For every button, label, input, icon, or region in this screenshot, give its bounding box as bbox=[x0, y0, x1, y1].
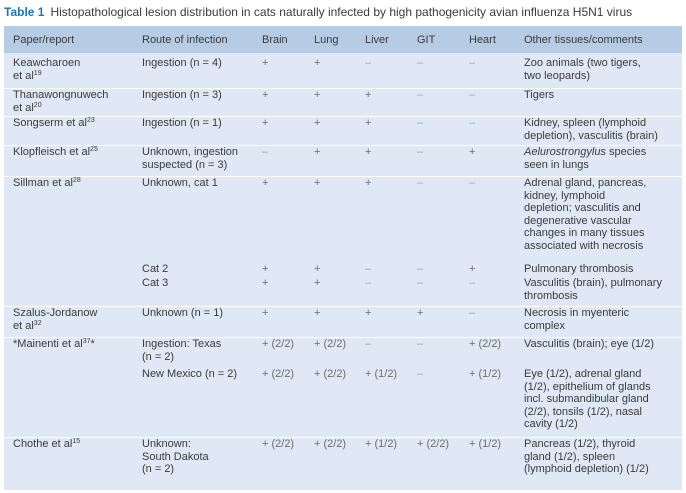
brain-cell: + bbox=[262, 117, 269, 129]
git-cell: – bbox=[417, 368, 424, 380]
paper-line: Songserm et $al^{23}$ bbox=[13, 117, 95, 129]
route-line: (n = 2) bbox=[142, 350, 175, 363]
other-line: (1/2), epithelium of glands bbox=[524, 380, 651, 393]
route-line: Ingestion: Texas bbox=[142, 338, 222, 350]
other-line: kidney, lymphoid bbox=[524, 189, 606, 202]
lung-cell: + bbox=[314, 57, 321, 69]
other-line: cavity (1/2) bbox=[524, 418, 578, 430]
brain-cell: + (2/2) bbox=[262, 368, 295, 380]
route-line: Unknown, ingestion bbox=[142, 146, 239, 158]
paper-cell bbox=[13, 57, 80, 82]
other-line: Vasculitis (brain), pulmonary bbox=[524, 277, 662, 289]
other-cell bbox=[524, 146, 646, 171]
brain-cell: + bbox=[262, 277, 269, 289]
table-caption bbox=[4, 5, 684, 20]
other-line: changes in many tissues bbox=[524, 227, 645, 239]
route-line: Cat 3 bbox=[142, 277, 169, 289]
liver-cell: + bbox=[365, 146, 372, 158]
lung-cell: + bbox=[314, 177, 321, 189]
paper-line: et $al^{20}$ bbox=[13, 101, 42, 114]
liver-cell: + (1/2) bbox=[365, 438, 398, 450]
paper-line: Klopfleisch et $al^{25}$ bbox=[13, 146, 98, 158]
liver-cell: + bbox=[365, 89, 372, 101]
route-line: Ingestion (n = 1) bbox=[142, 117, 222, 129]
other-cell bbox=[524, 368, 651, 431]
header-heart: Heart bbox=[469, 34, 496, 46]
other-line: thrombosis bbox=[524, 289, 578, 302]
lesion-table bbox=[4, 26, 682, 490]
reference-number: 32 bbox=[33, 319, 42, 327]
lung-cell: + bbox=[314, 263, 321, 275]
heart-cell: + bbox=[469, 146, 476, 158]
paper-line: et $al^{32}$ bbox=[13, 319, 42, 332]
brain-cell: + bbox=[262, 89, 269, 101]
reference-number: 25 bbox=[90, 146, 98, 153]
other-line: incl. submandibular gland bbox=[524, 393, 649, 405]
route-line: Cat 2 bbox=[142, 263, 169, 275]
reference-number: 37 bbox=[82, 338, 91, 345]
other-line: associated with necrosis bbox=[524, 239, 644, 252]
route-cell bbox=[142, 263, 168, 276]
heart-cell: + (1/2) bbox=[469, 368, 502, 380]
other-cell bbox=[524, 263, 633, 276]
route-cell bbox=[142, 338, 221, 363]
heart-cell: + (1/2) bbox=[469, 438, 502, 450]
header-other: Other tissues/comments bbox=[524, 34, 643, 46]
liver-cell: – bbox=[365, 57, 372, 69]
reference-number: 20 bbox=[33, 101, 42, 109]
git-cell: + bbox=[417, 307, 424, 319]
other-line: Pancreas (1/2), thyroid bbox=[524, 438, 636, 450]
brain-cell: + bbox=[262, 177, 269, 189]
route-cell bbox=[142, 368, 237, 381]
git-cell: – bbox=[417, 146, 424, 158]
reference-number: 28 bbox=[72, 177, 81, 184]
lung-cell: + (2/2) bbox=[314, 368, 347, 380]
heart-cell: – bbox=[469, 89, 476, 101]
table-header-row bbox=[4, 26, 682, 53]
route-line: (n = 2) bbox=[142, 463, 175, 475]
route-cell bbox=[142, 89, 222, 102]
paper-line: Sillman et $al^{28}$ bbox=[13, 177, 81, 189]
git-cell: – bbox=[417, 277, 424, 289]
heart-cell: + (2/2) bbox=[469, 338, 502, 350]
species-name: Aelurostrongylus bbox=[524, 146, 606, 158]
git-cell: – bbox=[417, 263, 424, 275]
heart-cell: – bbox=[469, 307, 476, 319]
table-title: Histopathological lesion distribution in cats naturally infected by high pathogenicity avian influenza H5N1 virus bbox=[50, 5, 633, 19]
paper-cell bbox=[13, 146, 98, 159]
lung-cell: + bbox=[314, 277, 321, 289]
heart-cell: – bbox=[469, 117, 476, 129]
other-cell bbox=[524, 438, 649, 476]
route-line: Unknown, cat 1 bbox=[142, 177, 218, 189]
other-line: Pulmonary thrombosis bbox=[524, 263, 634, 275]
other-line: seen in lungs bbox=[524, 158, 589, 171]
brain-cell: + bbox=[262, 263, 269, 275]
other-line: Kidney, spleen (lymphoid bbox=[524, 117, 647, 129]
lung-cell: + bbox=[314, 146, 321, 158]
paper-line: *Mainenti et $al^{37}*$ bbox=[13, 338, 95, 350]
git-cell: – bbox=[417, 89, 424, 101]
heart-cell: – bbox=[469, 277, 476, 289]
route-line: Unknown: bbox=[142, 438, 191, 450]
paper-cell bbox=[13, 307, 97, 332]
heart-cell: – bbox=[469, 177, 476, 189]
git-cell: – bbox=[417, 117, 424, 129]
route-cell bbox=[142, 307, 223, 320]
header-route: Route of infection bbox=[142, 34, 228, 46]
other-cell bbox=[524, 177, 646, 252]
brain-cell: + (2/2) bbox=[262, 338, 295, 350]
other-line: two leopards) bbox=[524, 69, 591, 82]
other-line: Adrenal gland, pancreas, bbox=[524, 177, 647, 189]
route-cell bbox=[142, 57, 222, 70]
paper-cell bbox=[13, 117, 95, 130]
route-cell bbox=[142, 146, 238, 171]
paper-line: et $al^{19}$ bbox=[13, 69, 42, 82]
route-cell bbox=[142, 277, 168, 290]
other-line: depletion; vasculitis and bbox=[524, 202, 641, 214]
brain-cell: – bbox=[262, 146, 269, 158]
header-liver: Liver bbox=[365, 34, 389, 46]
heart-cell: – bbox=[469, 57, 476, 69]
brain-cell: + bbox=[262, 307, 269, 319]
heart-cell: + bbox=[469, 263, 476, 275]
paper-line: Chothe et $al^{15}$ bbox=[13, 438, 81, 450]
other-cell bbox=[524, 277, 662, 302]
paper-cell bbox=[13, 338, 95, 351]
other-rest: species bbox=[605, 146, 647, 158]
other-line: complex bbox=[524, 319, 565, 332]
other-line: gland (1/2), spleen bbox=[524, 450, 616, 463]
liver-cell: + (1/2) bbox=[365, 368, 398, 380]
other-line: (2/2), tonsils (1/2), nasal bbox=[524, 405, 642, 418]
reference-number: 19 bbox=[33, 69, 42, 77]
reference-number: 15 bbox=[72, 438, 81, 445]
git-cell: – bbox=[417, 177, 424, 189]
header-lung: Lung bbox=[314, 34, 339, 46]
other-line: depletion), vasculitis (brain) bbox=[524, 129, 658, 142]
paper-cell bbox=[13, 89, 108, 114]
paper-suffix: * bbox=[90, 338, 95, 350]
paper-cell bbox=[13, 177, 81, 190]
liver-cell: + bbox=[365, 307, 372, 319]
other-line: Vasculitis (brain); eye (1/2) bbox=[524, 338, 655, 350]
liver-cell: + bbox=[365, 177, 372, 189]
route-line: South Dakota bbox=[142, 450, 209, 463]
route-line: New Mexico (n = 2) bbox=[142, 368, 238, 380]
paper-line: Szalus-Jordanow bbox=[13, 307, 98, 319]
other-line: degenerative vascular bbox=[524, 214, 632, 227]
other-cell bbox=[524, 307, 629, 332]
other-cell bbox=[524, 117, 658, 142]
route-line: suspected (n = 3) bbox=[142, 158, 228, 171]
paper-cell bbox=[13, 438, 80, 451]
reference-number: 23 bbox=[86, 117, 95, 124]
route-line: Ingestion (n = 4) bbox=[142, 57, 222, 69]
git-cell: – bbox=[417, 57, 424, 69]
lung-cell: + bbox=[314, 307, 321, 319]
route-line: Unknown (n = 1) bbox=[142, 307, 224, 319]
table-number: Table 1 bbox=[4, 5, 45, 19]
other-cell bbox=[524, 338, 654, 351]
other-cell bbox=[524, 89, 554, 102]
header-paper: Paper/report bbox=[13, 34, 75, 46]
liver-cell: – bbox=[365, 338, 372, 350]
other-line: (lymphoid depletion) (1/2) bbox=[524, 463, 649, 475]
paper-line: Thanawongnuwech bbox=[13, 89, 109, 101]
other-cell bbox=[524, 57, 641, 82]
lung-cell: + (2/2) bbox=[314, 338, 347, 350]
git-cell: + (2/2) bbox=[417, 438, 450, 450]
git-cell: – bbox=[417, 338, 424, 350]
route-line: Ingestion (n = 3) bbox=[142, 89, 222, 101]
other-line: Eye (1/2), adrenal gland bbox=[524, 368, 642, 380]
liver-cell: – bbox=[365, 263, 372, 275]
lung-cell: + bbox=[314, 89, 321, 101]
liver-cell: – bbox=[365, 277, 372, 289]
paper-line: Keawcharoen bbox=[13, 57, 81, 69]
other-line: Tigers bbox=[524, 89, 555, 101]
route-cell bbox=[142, 117, 222, 130]
route-cell bbox=[142, 438, 209, 476]
other-line: Necrosis in myenteric bbox=[524, 307, 630, 319]
brain-cell: + bbox=[262, 57, 269, 69]
header-git: GIT bbox=[417, 34, 436, 46]
route-cell bbox=[142, 177, 218, 190]
lung-cell: + bbox=[314, 117, 321, 129]
liver-cell: + bbox=[365, 117, 372, 129]
header-brain: Brain bbox=[262, 34, 288, 46]
brain-cell: + (2/2) bbox=[262, 438, 295, 450]
other-line: Zoo animals (two tigers, bbox=[524, 57, 641, 69]
lung-cell: + (2/2) bbox=[314, 438, 347, 450]
other-line bbox=[524, 146, 646, 159]
